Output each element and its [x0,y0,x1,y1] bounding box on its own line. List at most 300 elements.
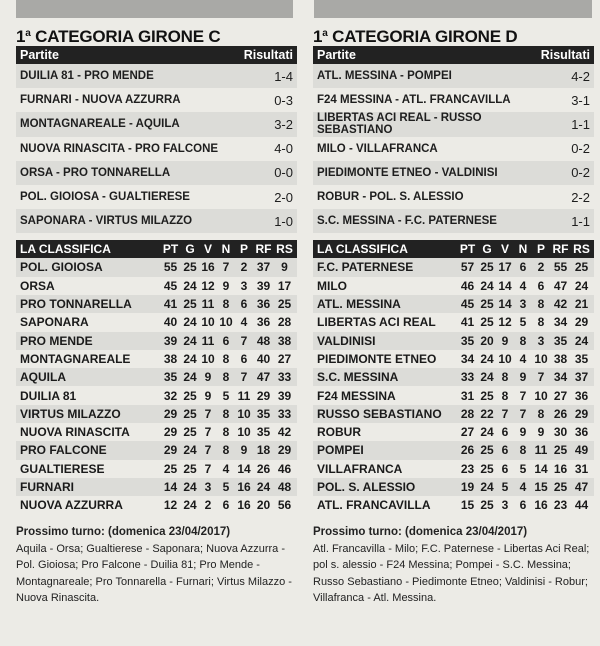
standings-table [313,258,594,514]
group-title [16,22,297,46]
stat-pt: 35 [163,370,178,385]
stat-rs: 42 [277,425,292,440]
stat-g: 25 [480,443,494,458]
stat-rs: 44 [574,498,589,513]
results-list [16,64,297,233]
stat-pt: 45 [163,278,178,293]
stat-pt: 34 [460,351,475,366]
stat-g: 24 [183,498,197,513]
stat-v: 9 [501,333,509,348]
stat-rf: 37 [256,260,271,275]
stat-rs: 36 [574,388,589,403]
stat-v: 16 [201,260,215,275]
stat-rf: 47 [553,278,568,293]
stat-p: 10 [534,388,548,403]
team-name: MONTAGNAREALE [20,351,131,366]
standings-row [313,350,594,368]
stat-pt: 32 [163,388,178,403]
standings-row [313,258,594,276]
result-row [16,161,297,185]
stat-n: 6 [519,498,527,513]
stat-pt: 12 [163,498,178,513]
results-header [16,46,297,64]
stat-p: 14 [534,461,548,476]
stat-n: 8 [519,443,527,458]
title-prefix: 1 [313,27,323,46]
next-round-title: Prossimo turno: (domenica 23/04/2017) [16,526,231,539]
header-bar-left [16,0,293,18]
stat-rs: 25 [574,260,589,275]
standings-header-n: N [518,242,528,257]
stat-rf: 34 [553,370,568,385]
stat-pt: 29 [163,443,178,458]
match-score: 3-2 [274,116,293,132]
stat-p: 7 [240,333,248,348]
stat-p: 6 [240,297,248,312]
match-score: 1-4 [274,68,293,84]
result-row [16,185,297,209]
stat-g: 25 [183,260,197,275]
stat-v: 12 [498,315,512,330]
stat-g: 25 [480,498,494,513]
standings-header-rs: RS [276,242,293,257]
standings-row [16,405,297,423]
stat-n: 6 [222,333,230,348]
stat-rs: 33 [277,406,292,421]
stat-n: 7 [519,406,527,421]
stat-v: 10 [201,351,215,366]
stat-rf: 30 [553,425,568,440]
title-text: CATEGORIA GIRONE C [35,27,221,46]
stat-pt: 35 [460,333,475,348]
stat-n: 3 [519,297,527,312]
stat-rs: 17 [277,278,292,293]
match-score: 1-1 [571,213,590,229]
stat-p: 8 [537,297,545,312]
standings-header-p: P [536,242,545,257]
team-name: S.C. MESSINA [317,370,399,385]
stat-rf: 55 [553,260,568,275]
team-name: PRO MENDE [20,333,93,348]
standings-header-rs: RS [573,242,590,257]
stat-pt: 19 [460,480,475,495]
next-round-text: Atl. Francavilla - Milo; F.C. Paternese - Libertas Aci Real; pol s. alessio - F24 Messina; Pompei - S.C. Messina; Russo Sebastiano - Piedimonte Etneo; Valdinisi - Robur; Villafranca - Atl. Messina. [313,542,590,605]
stat-rs: 38 [277,333,292,348]
stat-rf: 26 [553,406,568,421]
standings-row [16,441,297,459]
stat-rf: 25 [553,480,568,495]
stat-n: 4 [519,278,527,293]
standings-row [313,277,594,295]
match-score: 4-0 [274,141,293,157]
result-row [16,137,297,161]
stat-pt: 33 [460,370,475,385]
team-name: RUSSO SEBASTIANO [317,406,442,421]
stat-n: 7 [519,388,527,403]
standings-row [16,460,297,478]
team-name: F24 MESSINA [317,388,396,403]
group-c-panel [16,22,297,607]
stat-g: 24 [183,333,197,348]
stat-g: 25 [480,315,494,330]
stat-rs: 24 [574,333,589,348]
stat-g: 20 [480,333,494,348]
stat-rs: 29 [574,315,589,330]
stat-rs: 48 [277,480,292,495]
standings-header-pt: PT [162,242,179,257]
team-name: NUOVA AZZURRA [20,498,123,513]
stat-pt: 28 [460,406,475,421]
stat-v: 12 [201,278,215,293]
stat-rf: 36 [256,315,271,330]
stat-rf: 35 [256,425,271,440]
stat-pt: 41 [460,315,475,330]
match-score: 1-0 [274,213,293,229]
section-spacer [313,233,594,240]
stat-n: 4 [519,480,527,495]
team-name: ROBUR [317,425,361,440]
standings-row [313,496,594,514]
match-score: 0-2 [571,165,590,181]
stat-v: 2 [204,498,212,513]
stat-v: 8 [501,388,509,403]
stat-rf: 25 [553,443,568,458]
stat-v: 3 [501,498,509,513]
stat-rf: 16 [553,461,568,476]
stat-g: 24 [183,351,197,366]
stat-p: 10 [534,351,548,366]
stat-g: 24 [480,278,494,293]
stat-p: 9 [240,443,248,458]
stat-rs: 46 [277,461,292,476]
standings-header-g: G [185,242,195,257]
team-name: DUILIA 81 [20,388,77,403]
standings-row [313,441,594,459]
stat-rf: 40 [256,351,271,366]
standings-row [313,405,594,423]
team-name: POL. S. ALESSIO [317,480,416,495]
team-name: NUOVA RINASCITA [20,425,130,440]
stat-g: 24 [183,480,197,495]
result-row [313,112,594,136]
stat-n: 4 [519,351,527,366]
standings-header-pt: PT [459,242,476,257]
stat-rs: 31 [574,461,589,476]
stat-g: 24 [183,278,197,293]
team-name: POMPEI [317,443,364,458]
stat-rf: 18 [256,443,271,458]
stat-g: 24 [183,443,197,458]
standings-header-rf: RF [255,242,272,257]
stat-p: 7 [537,370,545,385]
match-name: FURNARI - NUOVA AZZURRA [20,94,181,107]
stat-rs: 33 [277,370,292,385]
stat-n: 5 [519,315,527,330]
standings-row [16,332,297,350]
results-header-matches: Partite [20,48,59,62]
stat-rs: 29 [277,443,292,458]
stat-pt: 39 [163,333,178,348]
standings-header [313,240,594,258]
standings-row [313,313,594,331]
stat-rf: 36 [256,297,271,312]
stat-p: 9 [537,425,545,440]
stat-rs: 25 [277,297,292,312]
stat-g: 25 [183,388,197,403]
result-row [313,64,594,88]
stat-rf: 27 [553,388,568,403]
match-name: F24 MESSINA - ATL. FRANCAVILLA [317,94,511,107]
standings-header-rf: RF [552,242,569,257]
next-round-title: Prossimo turno: (domenica 23/04/2017) [313,526,528,539]
stat-v: 14 [498,297,512,312]
stat-rs: 39 [277,388,292,403]
standings-row [16,295,297,313]
standings-header-g: G [482,242,492,257]
stat-pt: 31 [460,388,475,403]
result-row [313,88,594,112]
stat-v: 6 [501,461,509,476]
stat-g: 24 [480,480,494,495]
team-name: ATL. MESSINA [317,297,401,312]
stat-n: 4 [222,461,230,476]
stat-rs: 56 [277,498,292,513]
stat-pt: 45 [460,297,475,312]
stat-rf: 23 [553,498,568,513]
stat-rs: 29 [574,406,589,421]
stat-rf: 35 [553,333,568,348]
team-name: LIBERTAS ACI REAL [317,315,436,330]
stat-p: 10 [237,406,251,421]
standings-row [16,478,297,496]
stat-p: 3 [240,278,248,293]
stat-p: 3 [537,333,545,348]
result-row [16,209,297,233]
standings-row [16,368,297,386]
match-name: S.C. MESSINA - F.C. PATERNESE [317,215,497,228]
results-header-results: Risultati [540,48,590,62]
stat-rs: 9 [281,260,288,275]
match-score: 2-0 [274,189,293,205]
stat-v: 7 [204,443,212,458]
result-row [313,185,594,209]
stat-v: 10 [201,315,215,330]
standings-header [16,240,297,258]
match-score: 4-2 [571,68,590,84]
stat-n: 8 [222,370,230,385]
stat-g: 25 [183,406,197,421]
team-name: SAPONARA [20,315,89,330]
match-name: MONTAGNAREALE - AQUILA [20,118,180,131]
stat-v: 6 [501,425,509,440]
title-text: CATEGORIA GIRONE D [332,27,518,46]
standings-row [313,423,594,441]
stat-g: 25 [480,297,494,312]
stat-n: 10 [219,315,233,330]
standings-row [16,350,297,368]
stat-v: 3 [204,480,212,495]
stat-n: 8 [519,333,527,348]
team-name: AQUILA [20,370,66,385]
stat-rs: 27 [277,351,292,366]
stat-pt: 15 [460,498,475,513]
stat-pt: 55 [163,260,178,275]
stat-n: 8 [222,406,230,421]
stat-rs: 36 [574,425,589,440]
stat-p: 11 [534,443,548,458]
stat-p: 16 [534,498,548,513]
match-name: NUOVA RINASCITA - PRO FALCONE [20,142,219,155]
stat-v: 8 [501,370,509,385]
match-name: SAPONARA - VIRTUS MILAZZO [20,215,193,228]
stat-n: 9 [519,370,527,385]
stat-v: 7 [204,461,212,476]
stat-rf: 29 [256,388,271,403]
stat-pt: 27 [460,425,475,440]
team-name: POL. GIOIOSA [20,260,103,275]
stat-rs: 35 [574,351,589,366]
stat-pt: 46 [460,278,475,293]
standings-header-team: LA CLASSIFICA [20,242,111,257]
stat-pt: 57 [460,260,475,275]
stat-p: 15 [534,480,548,495]
stat-v: 11 [201,333,215,348]
result-row [313,209,594,233]
match-name: DUILIA 81 - PRO MENDE [20,70,154,83]
standings-row [16,386,297,404]
stat-v: 6 [501,443,509,458]
match-score: 1-1 [571,116,590,132]
team-name: PRO FALCONE [20,443,107,458]
match-name: MILO - VILLAFRANCA [317,142,438,155]
stat-g: 25 [480,388,494,403]
group-d-panel [313,22,594,607]
stat-p: 2 [240,260,248,275]
stat-g: 22 [480,406,494,421]
stat-v: 7 [204,425,212,440]
stat-p: 10 [237,425,251,440]
stat-pt: 25 [163,461,178,476]
stat-rs: 28 [277,315,292,330]
standings-row [313,478,594,496]
stat-n: 5 [222,480,230,495]
stat-v: 7 [204,406,212,421]
standings-row [16,496,297,514]
result-row [16,112,297,136]
stat-p: 4 [240,315,248,330]
stat-n: 6 [519,260,527,275]
title-sup: a [322,28,328,39]
title-prefix: 1 [16,27,26,46]
standings-row [313,460,594,478]
stat-rf: 24 [256,480,271,495]
stat-rf: 20 [256,498,271,513]
stat-pt: 23 [460,461,475,476]
results-header-results: Risultati [243,48,293,62]
standings-row [313,368,594,386]
stat-n: 8 [222,351,230,366]
result-row [16,64,297,88]
standings-row [313,295,594,313]
stat-pt: 38 [163,351,178,366]
stat-rs: 49 [574,443,589,458]
stat-rf: 48 [256,333,271,348]
stat-v: 9 [204,370,212,385]
stat-g: 24 [480,370,494,385]
stat-v: 5 [501,480,509,495]
team-name: PRO TONNARELLA [20,297,132,312]
standings-row [16,423,297,441]
match-name: ATL. MESSINA - POMPEI [317,70,452,83]
stat-rf: 47 [256,370,271,385]
team-name: VIRTUS MILAZZO [20,406,121,421]
team-name: PIEDIMONTE ETNEO [317,351,437,366]
stat-g: 25 [480,461,494,476]
stat-v: 11 [201,297,215,312]
match-name: LIBERTAS ACI REAL - RUSSO SEBASTIANO [317,112,482,137]
stat-rs: 37 [574,370,589,385]
stat-p: 6 [240,351,248,366]
team-name: VILLAFRANCA [317,461,403,476]
stat-v: 7 [501,406,509,421]
results-header [313,46,594,64]
stat-p: 11 [237,388,251,403]
stat-p: 8 [537,406,545,421]
result-row [313,137,594,161]
title-sup: a [25,28,31,39]
stat-pt: 41 [163,297,178,312]
stat-p: 7 [240,370,248,385]
stat-rf: 39 [256,278,271,293]
standings-row [16,277,297,295]
stat-pt: 14 [163,480,178,495]
match-score: 3-1 [571,92,590,108]
team-name: MILO [317,278,347,293]
stat-g: 25 [183,297,197,312]
match-score: 0-0 [274,165,293,181]
standings-header-p: P [239,242,248,257]
match-score: 0-2 [571,141,590,157]
stat-rs: 47 [574,480,589,495]
standings-row [313,386,594,404]
header-bar-right [314,0,592,18]
stat-g: 24 [183,370,197,385]
stat-pt: 29 [163,425,178,440]
team-name: GUALTIERESE [20,461,105,476]
stat-n: 8 [222,425,230,440]
stat-pt: 29 [163,406,178,421]
standings-header-n: N [221,242,231,257]
stat-n: 5 [222,388,230,403]
standings-header-team: LA CLASSIFICA [317,242,408,257]
standings-header-v: V [500,242,509,257]
stat-rf: 38 [553,351,568,366]
stat-p: 16 [237,480,251,495]
stat-rf: 34 [553,315,568,330]
stat-rs: 21 [574,297,589,312]
standings-header-v: V [203,242,212,257]
team-name: ORSA [20,278,55,293]
stat-n: 8 [222,443,230,458]
results-header-matches: Partite [317,48,356,62]
stat-n: 9 [519,425,527,440]
group-title [313,22,594,46]
stat-n: 9 [222,278,230,293]
stat-pt: 26 [460,443,475,458]
stat-g: 25 [183,425,197,440]
stat-g: 24 [480,351,494,366]
stat-v: 10 [498,351,512,366]
